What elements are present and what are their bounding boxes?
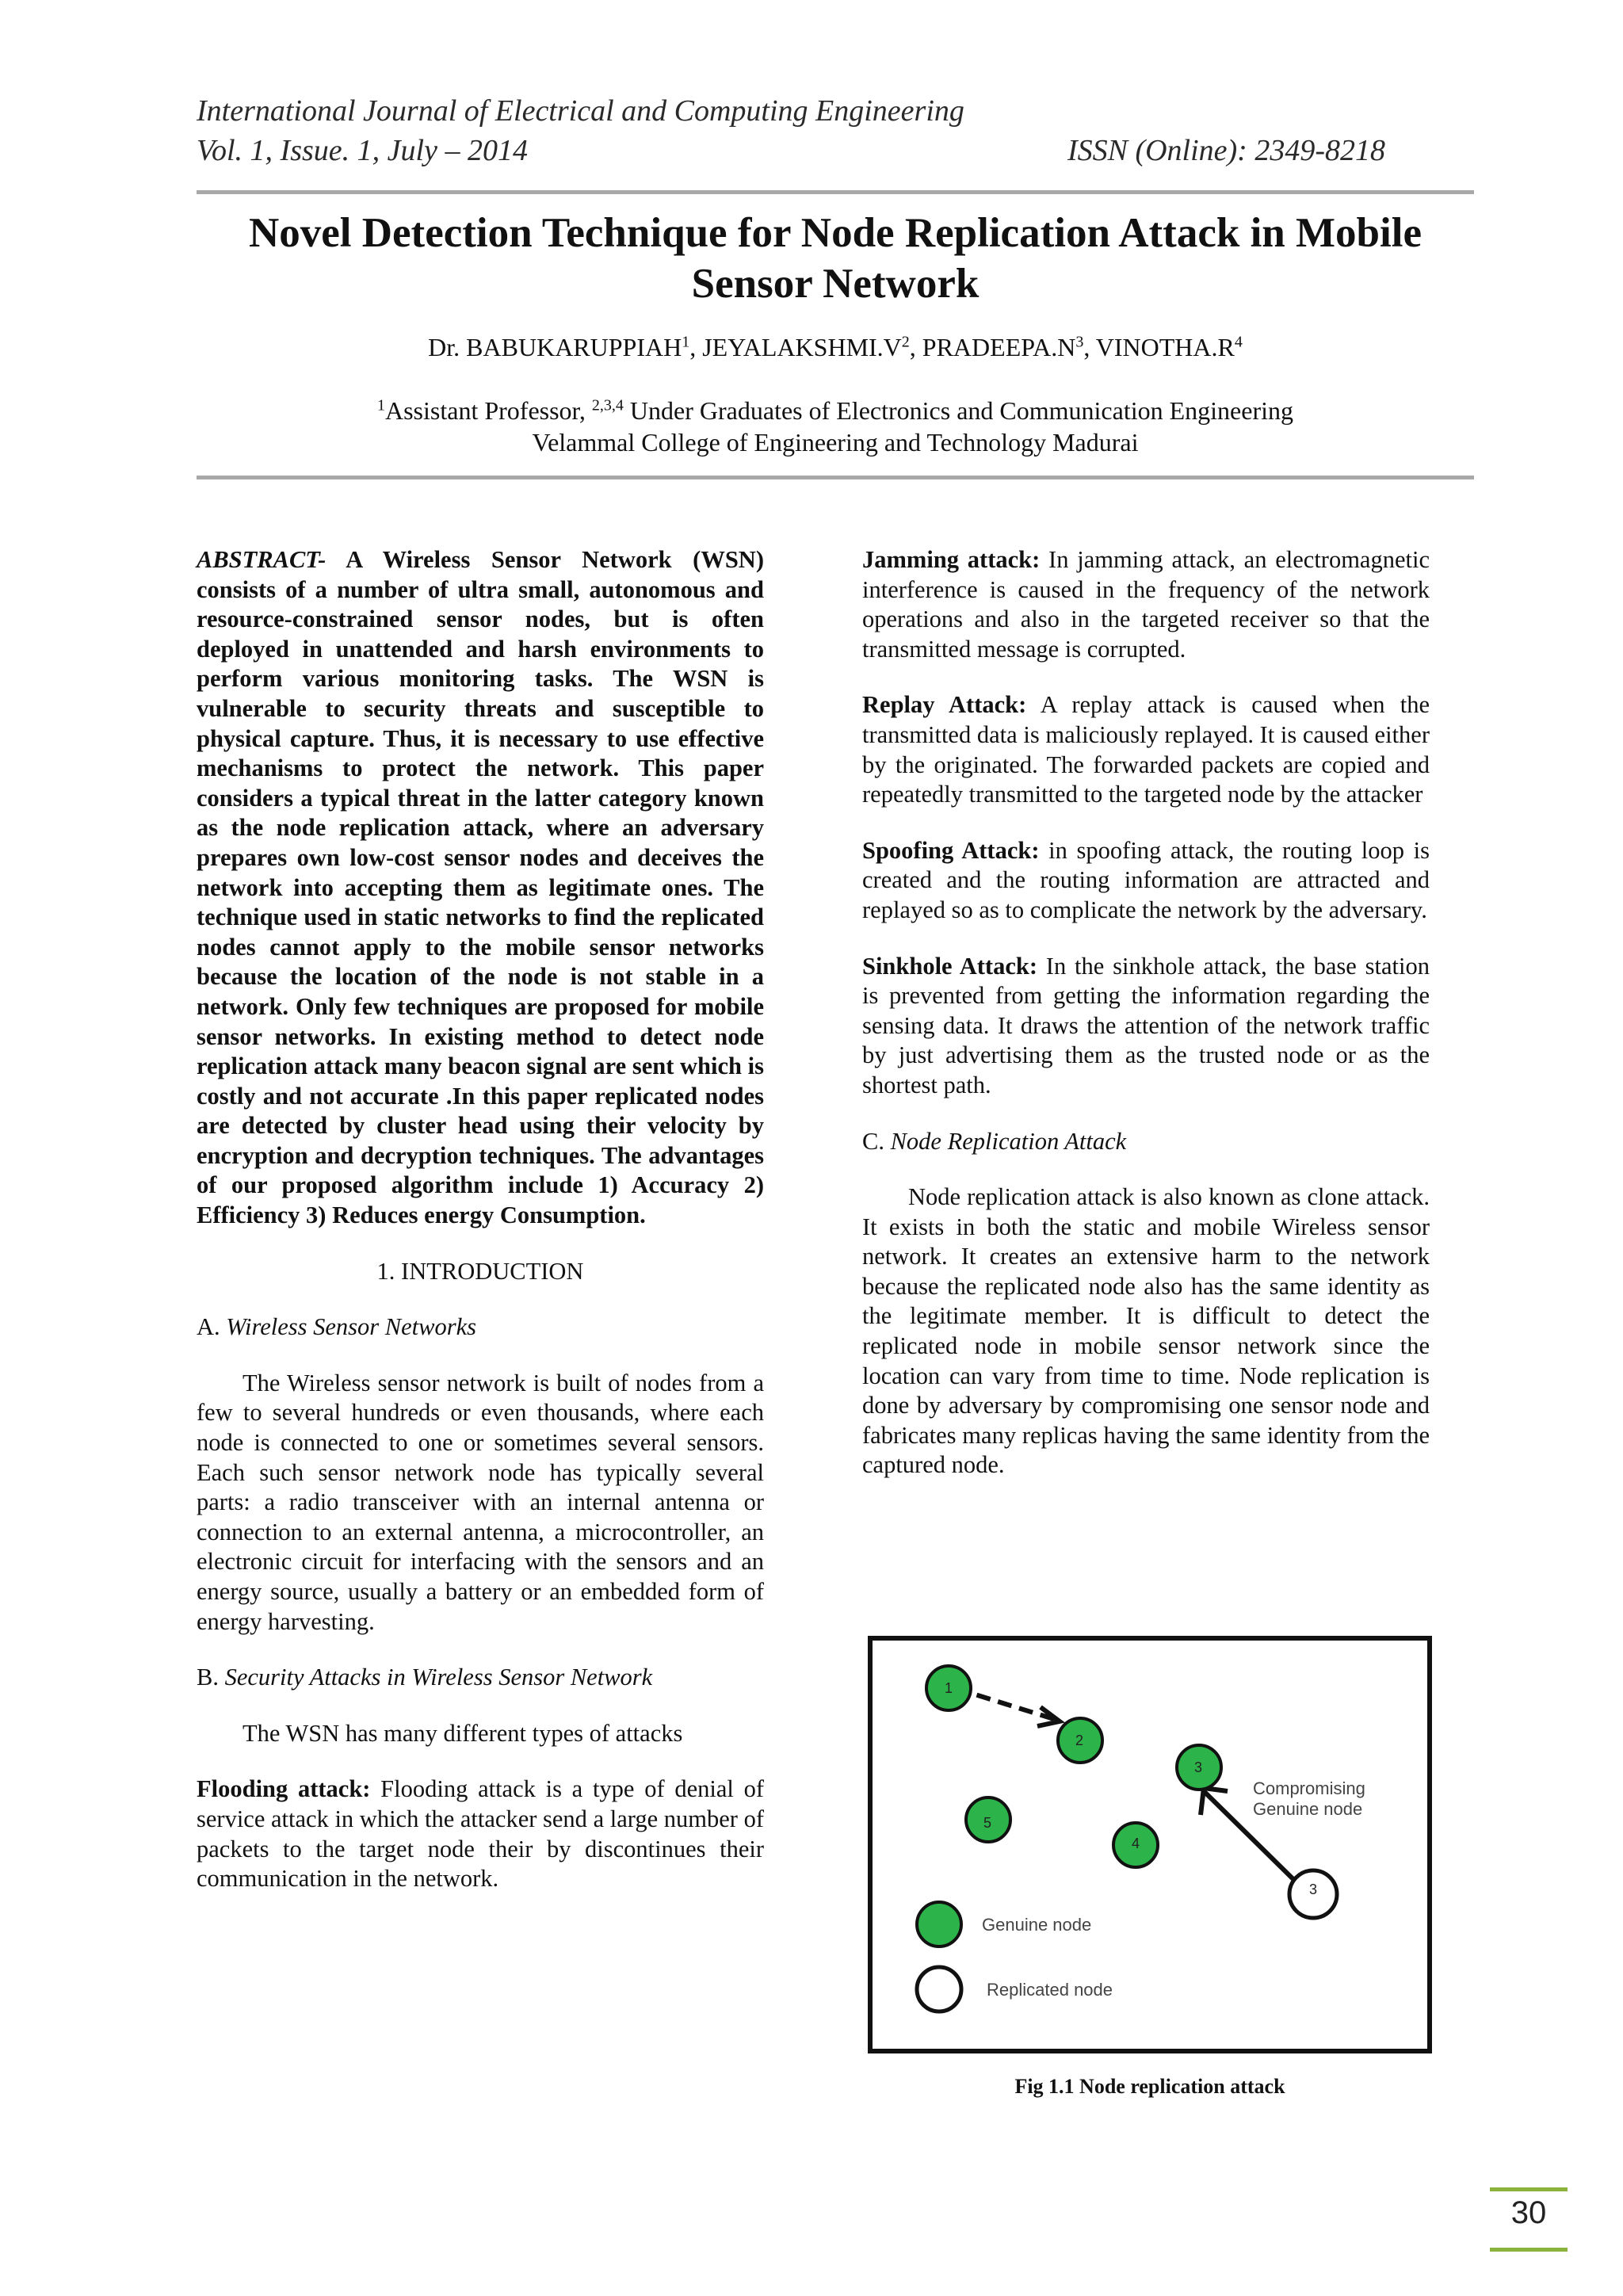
svg-text:4: 4 xyxy=(1132,1836,1140,1851)
volume-issue: Vol. 1, Issue. 1, July – 2014 xyxy=(197,134,528,167)
legend-genuine xyxy=(917,1902,1091,1946)
paragraph-replay: Replay Attack: A replay attack is caused when the transmitted data is maliciously replayed. It is caused either by the originated. The forwarded packets are copied and repeatedly transmitted to the targeted node by the attacker xyxy=(862,691,1430,808)
paragraph-jamming: Jamming attack: In jamming attack, an electromagnetic interference is caused in the frequency of the network operations and also in the targeted receiver so that the transmitted message is corrupted. xyxy=(862,546,1430,663)
figure-caption: Fig 1.1 Node replication attack xyxy=(1014,2075,1285,2098)
left-column xyxy=(197,545,764,1920)
paragraph-attacks-intro: The WSN has many different types of attacks xyxy=(242,1719,683,1747)
abstract: ABSTRACT- A Wireless Sensor Network (WSN) consists of a number of ultra small, autonomous and resource-constrained sensor nodes, but is often deployed in unattended and harsh environments to perform various monitoring tasks. The WSN is vulnerable to security threats and susceptible to physical capture. Thus, it is necessary to use effective mechanisms to protect the network. This paper considers a typical threat in the latter category known as the node replication attack, where an adversary prepares own low-cost sensor nodes and deceives the network into accepting them as legitimate ones. The technique used in static networks to find the replicated nodes cannot apply to the mobile sensor networks because the location of the node is not stable in a network. Only few techniques are proposed for mobile sensor networks. In existing method to detect node replication attack many beacon signal are sent which is costly and not accurate .In this paper replicated nodes are detected by cluster head using their velocity by encryption and decryption techniques. The advantages of our proposed algorithm include 1) Accuracy 2) Efficiency 3) Reduces energy Consumption. xyxy=(197,546,764,1229)
genuine-node-5 xyxy=(966,1797,1010,1842)
figure-diagram xyxy=(873,1641,1427,2049)
paragraph-spoofing: Spoofing Attack: in spoofing attack, the routing loop is created and the routing information are attracted and replayed so as to complicate the network by the adversary. xyxy=(862,836,1430,923)
issn: ISSN (Online): 2349-8218 xyxy=(1067,134,1385,167)
svg-text:5: 5 xyxy=(983,1815,992,1831)
page-number: 30 xyxy=(1510,2195,1547,2230)
paragraph-node-replication: Node replication attack is also known as clone attack. It exists in both the static and mobile Wireless sensor network. It creates an extensive harm to the network because the replicated node also has the same identity as the legitimate member. It is difficult to detect the replicated node in mobile sensor network since the location can vary from time to time. Node replication is done by adversary by compromising one sensor node and fabricates many replicas having the same identity from the captured node. xyxy=(862,1183,1430,1479)
title-rule xyxy=(197,476,1474,479)
paragraph-wsn: The Wireless sensor network is built of nodes from a few to several hundreds or even thousands, where each node is connected to one or sometimes several sensors. Each such sensor network node has typically several parts: a radio transceiver with an internal antenna or connection to an external antenna, a microcontroller, an electronic circuit for interfacing with the sensors and an energy source, usually a battery or an embedded form of energy harvesting. xyxy=(197,1369,764,1635)
author-2: JEYALAKSHMI.V xyxy=(702,333,902,361)
genuine-node-1 xyxy=(926,1666,971,1710)
paragraph-flooding: Flooding attack: Flooding attack is a type of denial of service attack in which the attacker send a large number of packets to the target node their by discontinues their communication in the network. xyxy=(197,1775,764,1893)
institution: Velammal College of Engineering and Technology Madurai xyxy=(532,428,1139,457)
author-1: Dr. BABUKARUPPIAH xyxy=(428,333,682,361)
label-compromising: Compromising xyxy=(1253,1778,1365,1798)
subsection-heading-b: B. Security Attacks in Wireless Sensor Network xyxy=(197,1664,653,1691)
svg-text:1: 1 xyxy=(945,1680,953,1696)
affiliation: $^1$Assistant Professor, $^{2,3,4}$ Under Graduates of Electronics and Communication Engineering Velammal College of Engineering and Technology Madurai xyxy=(197,395,1474,458)
figure-node-replication xyxy=(868,1636,1432,2053)
svg-text:Replicated node: Replicated node xyxy=(987,1980,1113,2000)
journal-name: International Journal of Electrical and Computing Engineering xyxy=(197,94,964,128)
svg-text:Genuine node: Genuine node xyxy=(982,1915,1092,1935)
paragraph-sinkhole: Sinkhole Attack: In the sinkhole attack, the base station is prevented from getting the information regarding the sensing data. It draws the attention of the network traffic by just advertising them as the trusted node or as the shortest path. xyxy=(862,952,1430,1098)
svg-text:3: 3 xyxy=(1194,1759,1203,1775)
author-3: PRADEEPA.N xyxy=(922,333,1076,361)
page-number-rule-top xyxy=(1490,2187,1568,2191)
subsection-heading-a: A. Wireless Sensor Networks xyxy=(197,1313,477,1341)
subsection-heading-c: C. Node Replication Attack xyxy=(862,1127,1127,1155)
section-heading-introduction: 1. INTRODUCTION xyxy=(376,1257,584,1285)
legend-replicated xyxy=(917,1967,1113,2011)
genuine-node-2 xyxy=(1058,1718,1102,1763)
right-column xyxy=(862,545,1430,1507)
author-list: Dr. BABUKARUPPIAH$^1$, $JEYALAKSHMI.V^2$, $PRADEEPA.N^3$, $VINOTHA.R^4$ xyxy=(428,333,1243,361)
genuine-node-4 xyxy=(1113,1823,1158,1867)
genuine-node-3 xyxy=(1177,1745,1221,1790)
replicated-node-3 xyxy=(1289,1870,1337,1918)
svg-text:3: 3 xyxy=(1309,1881,1318,1897)
svg-text:2: 2 xyxy=(1075,1733,1084,1748)
header-rule xyxy=(197,190,1474,194)
author-4: VINOTHA.R xyxy=(1095,333,1235,361)
label-genuine-node: Genuine node xyxy=(1253,1799,1363,1819)
paper-title: Novel Detection Technique for Node Replication Attack in Mobile Sensor Network xyxy=(248,210,1422,307)
page-number-rule-bottom xyxy=(1490,2248,1568,2252)
